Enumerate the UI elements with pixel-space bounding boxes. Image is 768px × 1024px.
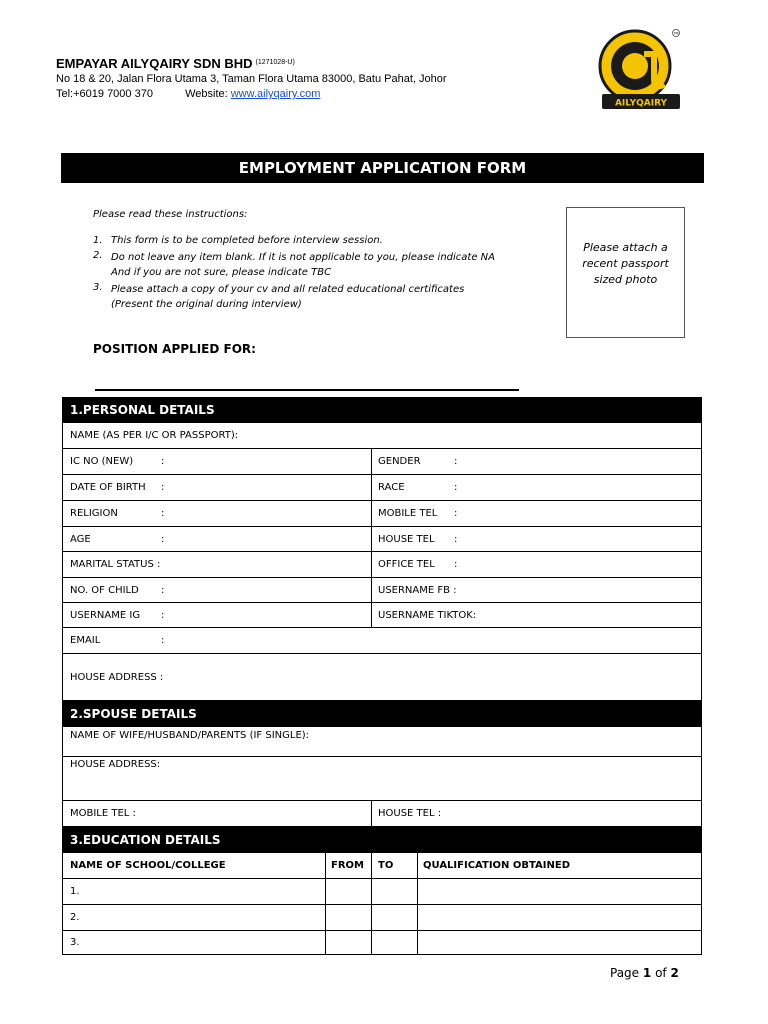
- position-applied-label: POSITION APPLIED FOR:: [93, 342, 256, 356]
- table-row: [63, 879, 701, 905]
- instruction-line: (Present the original during interview): [111, 299, 302, 310]
- column-header-to: TO: [378, 860, 394, 871]
- table-row: [63, 801, 701, 827]
- age-label: AGE: [70, 533, 91, 545]
- children-field[interactable]: [63, 578, 371, 602]
- current-page: 1: [642, 966, 652, 980]
- address-row: [63, 654, 701, 701]
- colon: :: [454, 508, 458, 519]
- logo-text: AILYQAIRY: [614, 98, 668, 109]
- colon: :: [161, 609, 165, 621]
- education-header-row: [63, 853, 701, 879]
- registration-number: (1271028-U): [255, 59, 295, 66]
- spouse-house-tel-label: HOUSE TEL :: [378, 808, 442, 819]
- logo-trademark: TM: [673, 31, 679, 36]
- instruction-line: And if you are not sure, please indicate TBC: [111, 267, 332, 278]
- house-tel-label: HOUSE TEL: [378, 533, 435, 545]
- instruction-line: Do not leave any item blank. If it is not applicable to you, please indicate NA: [111, 252, 495, 263]
- column-header-from: FROM: [331, 860, 364, 871]
- table-row: [63, 603, 701, 628]
- position-applied-field[interactable]: [95, 389, 519, 391]
- column-divider: [417, 931, 418, 954]
- table-row: [63, 552, 701, 578]
- username-ig-field[interactable]: [63, 603, 371, 627]
- spouse-house-tel-field[interactable]: [371, 801, 701, 826]
- section-title: 3.EDUCATION DETAILS: [70, 832, 221, 847]
- username-tiktok-field[interactable]: [371, 603, 701, 627]
- race-label: RACE: [378, 482, 405, 493]
- website-label: Website:: [185, 88, 228, 100]
- column-divider: [371, 879, 372, 904]
- column-header-qualification: QUALIFICATION OBTAINED: [423, 860, 571, 871]
- photo-text-line: recent passport: [582, 257, 669, 270]
- instruction-text: [111, 250, 495, 280]
- username-fb-label: USERNAME FB :: [378, 584, 457, 596]
- photo-text-line: Please attach a: [583, 241, 668, 254]
- spouse-address-row: [63, 757, 701, 801]
- instruction-number: 3.: [93, 282, 103, 293]
- spouse-address-label: HOUSE ADDRESS:: [70, 759, 161, 770]
- company-tel: Tel:+6019 7000 370: [56, 88, 153, 100]
- table-row: [63, 527, 701, 552]
- table-row: [63, 449, 701, 475]
- column-divider: [325, 905, 326, 930]
- photo-placeholder[interactable]: [566, 207, 685, 338]
- house-tel-field[interactable]: [371, 527, 701, 551]
- spouse-mobile-label: MOBILE TEL :: [70, 808, 136, 819]
- of-word: of: [655, 966, 667, 980]
- religion-label: RELIGION: [70, 508, 118, 519]
- table-row: [63, 931, 701, 954]
- email-field[interactable]: [63, 628, 701, 653]
- mobile-tel-field[interactable]: [371, 501, 701, 526]
- section-header-personal: [63, 398, 701, 423]
- email-label: EMAIL: [70, 635, 101, 646]
- education-row-number[interactable]: 2.: [70, 912, 80, 923]
- name-label: NAME (AS PER I/C OR PASSPORT):: [70, 430, 239, 441]
- instruction-text: This form is to be completed before interview session.: [111, 235, 383, 246]
- ic-no-field[interactable]: [63, 449, 371, 474]
- section-title: 1.PERSONAL DETAILS: [70, 403, 215, 417]
- spouse-address-field[interactable]: [63, 757, 701, 800]
- website-link[interactable]: www.ailyqairy.com: [230, 88, 321, 100]
- colon: :: [454, 533, 458, 545]
- dob-field[interactable]: [63, 475, 371, 500]
- instruction-number: 1.: [93, 235, 103, 246]
- education-row-number[interactable]: 1.: [70, 886, 80, 897]
- column-divider: [325, 931, 326, 954]
- instruction-item: [93, 250, 495, 280]
- company-address: No 18 & 20, Jalan Flora Utama 3, Taman Flora Utama 83000, Batu Pahat, Johor: [56, 73, 447, 85]
- instruction-text: [111, 282, 464, 312]
- ic-no-label: IC NO (NEW): [70, 456, 134, 467]
- username-ig-label: USERNAME IG: [70, 609, 141, 621]
- table-row: [63, 475, 701, 501]
- spouse-name-field[interactable]: [63, 727, 701, 756]
- instructions-heading: Please read these instructions:: [93, 209, 248, 220]
- company-contact: [56, 88, 320, 100]
- page-number: [610, 966, 679, 980]
- company-name-text: EMPAYAR AILYQAIRY SDN BHD: [56, 56, 253, 71]
- spouse-mobile-field[interactable]: [63, 801, 371, 826]
- table-row: [63, 905, 701, 931]
- application-form-table: [62, 397, 702, 955]
- colon: :: [454, 559, 458, 570]
- gender-label: GENDER: [378, 456, 421, 467]
- table-row: [63, 578, 701, 603]
- section-header-education: [63, 827, 701, 853]
- instruction-item: [93, 282, 464, 312]
- photo-text-line: sized photo: [593, 273, 658, 286]
- form-title: EMPLOYMENT APPLICATION FORM: [61, 153, 704, 183]
- page-word: Page: [610, 966, 640, 980]
- instruction-number: 2.: [93, 250, 103, 261]
- colon: :: [161, 635, 165, 646]
- colon: :: [454, 456, 458, 467]
- section-header-spouse: [63, 701, 701, 727]
- colon: :: [161, 482, 165, 493]
- religion-field[interactable]: [63, 501, 371, 526]
- race-field[interactable]: [371, 475, 701, 500]
- instruction-line: Please attach a copy of your cv and all related educational certificates: [111, 284, 465, 295]
- house-address-label: HOUSE ADDRESS :: [70, 671, 164, 683]
- colon: :: [454, 482, 458, 493]
- education-row-number[interactable]: 3.: [70, 937, 80, 948]
- spouse-name-label: NAME OF WIFE/HUSBAND/PARENTS (IF SINGLE):: [70, 730, 310, 741]
- column-divider: [371, 931, 372, 954]
- table-row: [63, 501, 701, 527]
- username-tiktok-label: USERNAME TIKTOK:: [378, 609, 477, 621]
- marital-status-label: MARITAL STATUS :: [70, 559, 161, 570]
- email-row: [63, 628, 701, 654]
- section-title: 2.SPOUSE DETAILS: [70, 706, 197, 721]
- colon: :: [161, 533, 165, 545]
- column-header-school: NAME OF SCHOOL/COLLEGE: [70, 860, 226, 871]
- column-divider: [371, 905, 372, 930]
- column-divider: [325, 879, 326, 904]
- colon: :: [161, 456, 165, 467]
- children-label: NO. OF CHILD: [70, 584, 139, 596]
- column-divider: [417, 905, 418, 930]
- total-pages: 2: [670, 966, 679, 980]
- spouse-name-row: [63, 727, 701, 757]
- office-tel-label: OFFICE TEL: [378, 559, 435, 570]
- company-logo: [594, 24, 686, 116]
- name-row[interactable]: [63, 423, 701, 449]
- house-address-field[interactable]: [63, 654, 701, 700]
- column-divider: [417, 879, 418, 904]
- instruction-item: [93, 235, 383, 246]
- gender-field[interactable]: [371, 449, 701, 474]
- mobile-tel-label: MOBILE TEL: [378, 508, 438, 519]
- colon: :: [161, 508, 165, 519]
- username-fb-field[interactable]: [371, 578, 701, 602]
- office-tel-field[interactable]: [371, 552, 701, 577]
- marital-status-field[interactable]: [63, 552, 371, 577]
- dob-label: DATE OF BIRTH: [70, 482, 146, 493]
- company-name: [56, 56, 295, 71]
- colon: :: [161, 584, 165, 596]
- age-field[interactable]: [63, 527, 371, 551]
